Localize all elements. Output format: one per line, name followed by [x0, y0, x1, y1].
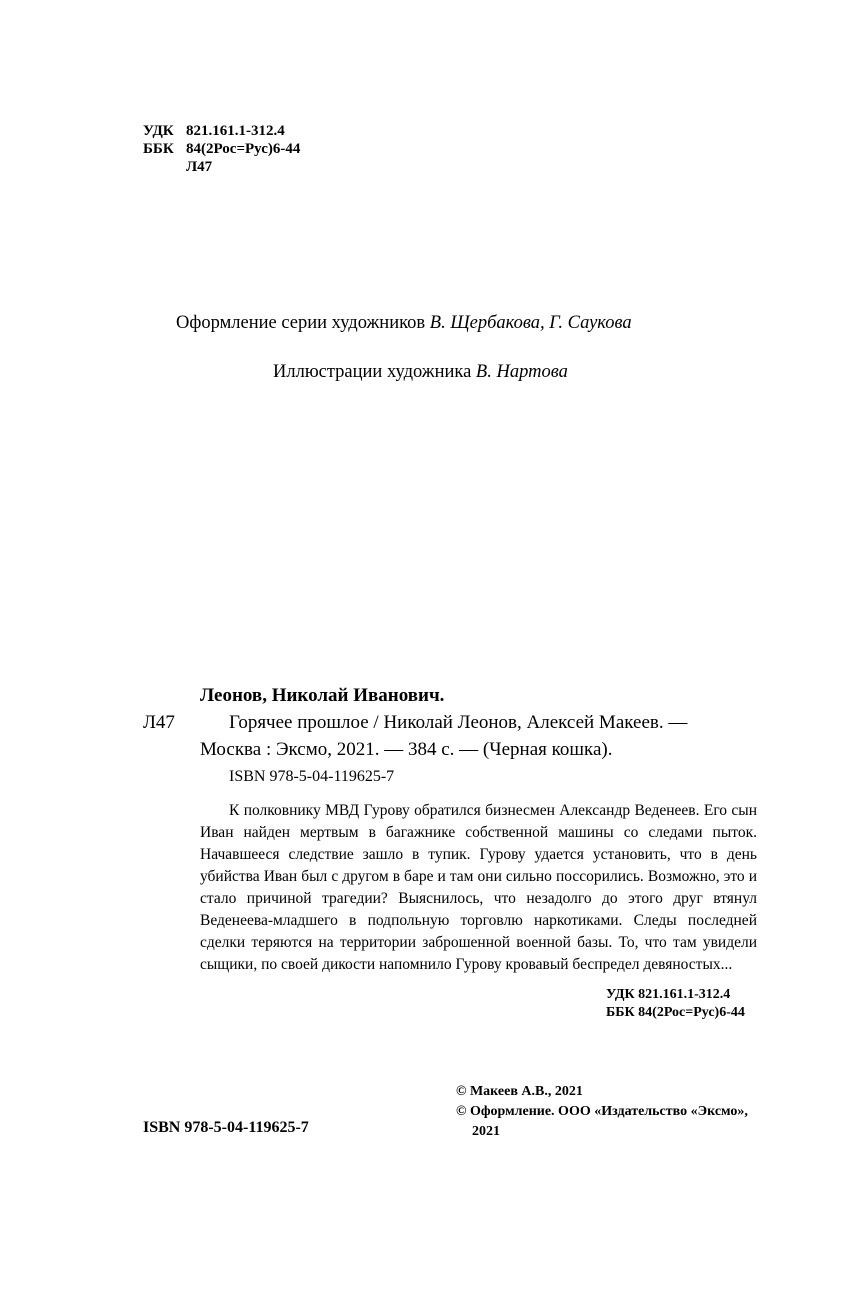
illustrations-prefix: Иллюстрации художника — [273, 362, 472, 382]
bbk-line — [143, 140, 300, 158]
annotation — [200, 800, 757, 976]
illustrations-credit — [273, 362, 568, 383]
author-mark-top: Л47 — [186, 159, 213, 175]
copyright-design: © Оформление. ООО «Издательство «Эксмо», — [456, 1104, 748, 1119]
bib-line-2: Москва : Эксмо, 2021. — 384 с. — (Черная кошка). — [200, 739, 613, 760]
udk-line — [143, 122, 285, 140]
bottom-bbk: ББК 84(2Рос=Рус)6-44 — [606, 1005, 745, 1020]
bib-line-1: Горячее прошлое / Николай Леонов, Алексей Макеев. — — [229, 712, 688, 733]
series-credit — [176, 313, 632, 334]
author-mark: Л47 — [143, 712, 175, 733]
copyright-author: © Макеев А.В., 2021 — [456, 1084, 583, 1099]
series-artists: В. Щербакова, Г. Саукова — [429, 313, 632, 333]
illustrator-name: В. Нартова — [475, 362, 568, 382]
bbk-value: 84(2Рос=Рус)6-44 — [186, 141, 301, 157]
isbn-main: ISBN 978-5-04-119625-7 — [229, 768, 395, 785]
author-heading: Леонов, Николай Иванович. — [200, 685, 445, 706]
bbk-label: ББК — [143, 141, 174, 157]
annotation-text: К полковнику МВД Гурову обратился бизнесмен Александр Веденеев. Его сын Иван найден мертвым в багажнике собственной машины со следами пыток. Начавшееся следствие зашло в тупик. Гурову удается установить, что в день убийства Иван был с другом в баре и там они сильно поссорились. Возможно, это и стало причиной трагедии? Выяснилось, что незадолго до этого друг втянул Веденеева-младшего в подпольную торговлю наркотиками. Следы последней сделки теряются на территории заброшенной военной базы. То, что там увидели сыщики, по своей дикости напомнило Гурову кровавый беспредел девяностых... — [200, 802, 757, 973]
udk-value: 821.161.1-312.4 — [186, 123, 285, 139]
bottom-udk: УДК 821.161.1-312.4 — [606, 987, 731, 1002]
isbn-footer: ISBN 978-5-04-119625-7 — [143, 1119, 309, 1136]
udk-label: УДК — [143, 123, 174, 139]
copyright-design-year: 2021 — [472, 1124, 500, 1139]
series-credit-prefix: Оформление серии художников — [176, 313, 426, 333]
